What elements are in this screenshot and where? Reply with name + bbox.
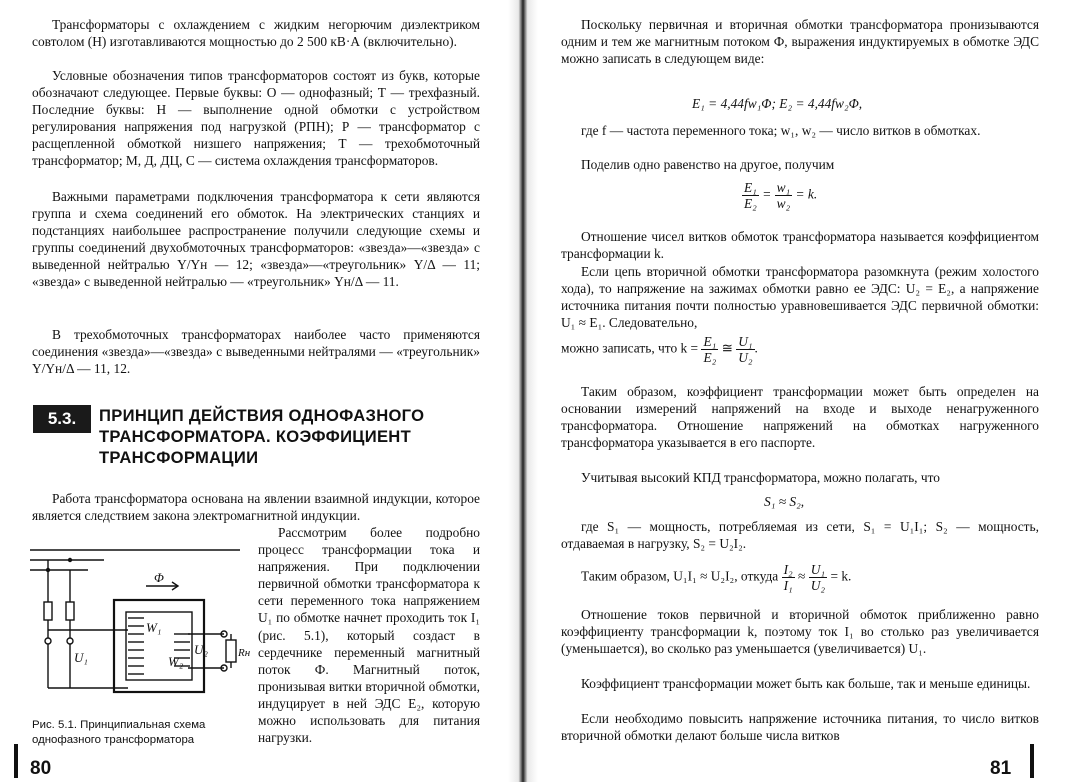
paragraph: Если необходимо повысить напряжение источника питания, то число витков вторичной обмотки делают больше числа витков [561, 711, 1039, 744]
paragraph: где f — частота переменного тока; w₁, w₂ — число витков в обмотках. [581, 123, 981, 138]
paragraph: Поскольку первичная и вторичная обмотки трансформатора пронизываются одним и тем же магнитным потоком Ф, выражения индуктируемых в обмотке ЭДС можно записать в следующем виде: [561, 17, 1039, 67]
paragraph: Важными параметрами подключения трансформатора к сети являются группа и схема соединений его обмоток. На электрических станциях и подстанциях наибольшее распространение получили следующие схемы и группы соединений двухобмоточных трансформаторов: «звезда»—«звезда» с выведенной нейтралью Y/Yн — 12; «звезда»—«треугольник» Y/Δ — 11; «звезда» с выведенной нейтралью — «треугольник» Yн/Δ — 11. [32, 189, 480, 290]
fraction: $\frac{\text{U₁}}{\text{U₂}}$ [738, 334, 753, 365]
figure-side-text [258, 524, 480, 746]
section-title-line: ТРАНСФОРМАТОРА. КОЭФФИЦИЕНТ [99, 427, 412, 446]
transformer-diagram [28, 538, 254, 712]
left-page [0, 0, 518, 782]
page-number: 81 [990, 758, 1012, 779]
section-title [99, 405, 479, 468]
page-marker-bar [14, 744, 18, 778]
section-heading [33, 405, 481, 467]
paragraph: Учитывая высокий КПД трансформатора, можно полагать, что [581, 470, 940, 485]
transformer-schematic [28, 538, 254, 712]
page-marker-bar [1030, 744, 1034, 778]
paragraph: Таким образом, коэффициент трансформации может быть определен на основании измерений напряжений на входе и выходе ненагруженного трансформатора. Отношение напряжений на обмотках нагруженного трансформатора указывается в его паспорте. [561, 384, 1039, 451]
paragraph: Коэффициент трансформации может быть как больше, так и меньше единицы. [581, 676, 1031, 691]
paragraph: Отношение чисел витков обмоток трансформатора называется коэффициентом трансформации k. [561, 229, 1039, 262]
paragraph: где S₁ — мощность, потребляемая из сети, S₁ = U₁I₁; S₂ — мощность, отдаваемая в нагрузку, S₂ = U₂I₂. [561, 519, 1039, 552]
rn-label: Rн [238, 647, 251, 659]
paragraph: Трансформаторы с охлаждением с жидким негорючим диэлектриком совтолом (Н) изготавливаются мощностью до 2 500 кВ·А (включительно). [32, 17, 480, 50]
w1-label: W₁ [146, 620, 162, 635]
w2-label: W₂ [168, 654, 184, 669]
figure-caption: Рис. 5.1. Принципиальная схема однофазного трансформатора [32, 719, 206, 746]
fraction: $\frac{\text{w₁}}{\text{w₂}}$ [776, 180, 791, 211]
fraction: $\frac{\text{E₁}}{\text{E₂}}$ [744, 180, 757, 211]
paragraph: Если цепь вторичной обмотки трансформатора разомкнута (режим холостого хода), то напряжение на зажимах обмотки равно ее ЭДС: U₂ = E₂, а напряжение источника питания почти полностью уравновешивается ЭДС первичной обмотки: U₁ ≈ E₁. Следовательно, [561, 264, 1039, 331]
formula-voltage-ratio: можно записать, что k = $\frac{\text{E₁}}{\text{E₂}}$ ≅ $\frac{\text{U₁}}{\text{U₂}}$ . [561, 334, 758, 365]
section-title-line: ПРИНЦИП ДЕЙСТВИЯ ОДНОФАЗНОГО [99, 406, 425, 425]
paragraph: Рассмотрим более подробно процесс трансформации тока и напряжения. При подключении первичной обмотки трансформатора к сети переменного тока напряжением U₁ по обмотке начнет проходить ток I₁ (рис. 5.1), который создаст в сердечнике переменный магнитный поток Ф. Магнитный поток, пронизывая витки вторичной обмотки, индуцирует в ней ЭДС E₂, которую можно использовать для питания нагрузки. [258, 525, 480, 746]
paragraph: Работа трансформатора основана на явлении взаимной индукции, которое является следствием закона электромагнитной индукции. [32, 491, 480, 524]
formula-ratio: $\frac{\text{E₁}}{\text{E₂}}$ = $\frac{\text{w₁}}{\text{w₂}}$ = k. [744, 180, 818, 211]
flux-label: Φ [154, 570, 164, 585]
fraction: $\frac{\text{E₁}}{\text{E₂}}$ [703, 334, 717, 365]
formula-current-ratio: Таким образом, U₁I₁ ≈ U₂I₂, откуда $\frac{\text{I₂}}{\text{I₁}}$ ≈ $\frac{\text{U₁}}{\text{U₂}}$ = k. [581, 562, 852, 593]
section-title-line: ТРАНСФОРМАЦИИ [99, 448, 259, 467]
paragraph: В трехобмоточных трансформаторах наиболее часто применяются соединения «звезда»—«звезда» с выведенными нейтралями — «треугольник» Y/Yн/Δ — 11, 12. [32, 327, 480, 377]
formula-emf: E₁ = 4,44fw₁Φ; E₂ = 4,44fw₂Φ, [692, 96, 863, 111]
formula-power: S₁ ≈ S₂, [764, 494, 805, 509]
u1-label: U₁ [74, 650, 88, 665]
section-number: 5.3. [33, 405, 91, 433]
paragraph: Отношение токов первичной и вторичной обмоток приближенно равно коэффициенту трансформации k, поэтому ток I₁ во столько раз увеличивается (уменьшается), во сколько раз уменьшается (увеличивается) U₁. [561, 607, 1039, 657]
u2-label: U₂ [194, 642, 208, 657]
right-page [532, 0, 1076, 782]
fraction: $\frac{\text{I₂}}{\text{I₁}}$ [783, 562, 793, 593]
paragraph: Условные обозначения типов трансформаторов состоят из букв, которые обозначают следующее. Первые буквы: О — однофазный; Т — трехфазный. Последние буквы: Н — выполнение одной обмотки с устройством регулирования напряжения под нагрузкой (РПН); Р — трансформатор с расщепленной обмоткой низшего напряжения; Т — трехобмоточный трансформатор; М, Д, ДЦ, С — система охлаждения трансформаторов. [32, 68, 480, 169]
paragraph: Поделив одно равенство на другое, получим [581, 157, 835, 172]
fraction: $\frac{\text{U₁}}{\text{U₂}}$ [810, 562, 826, 593]
page-number: 80 [30, 758, 52, 779]
